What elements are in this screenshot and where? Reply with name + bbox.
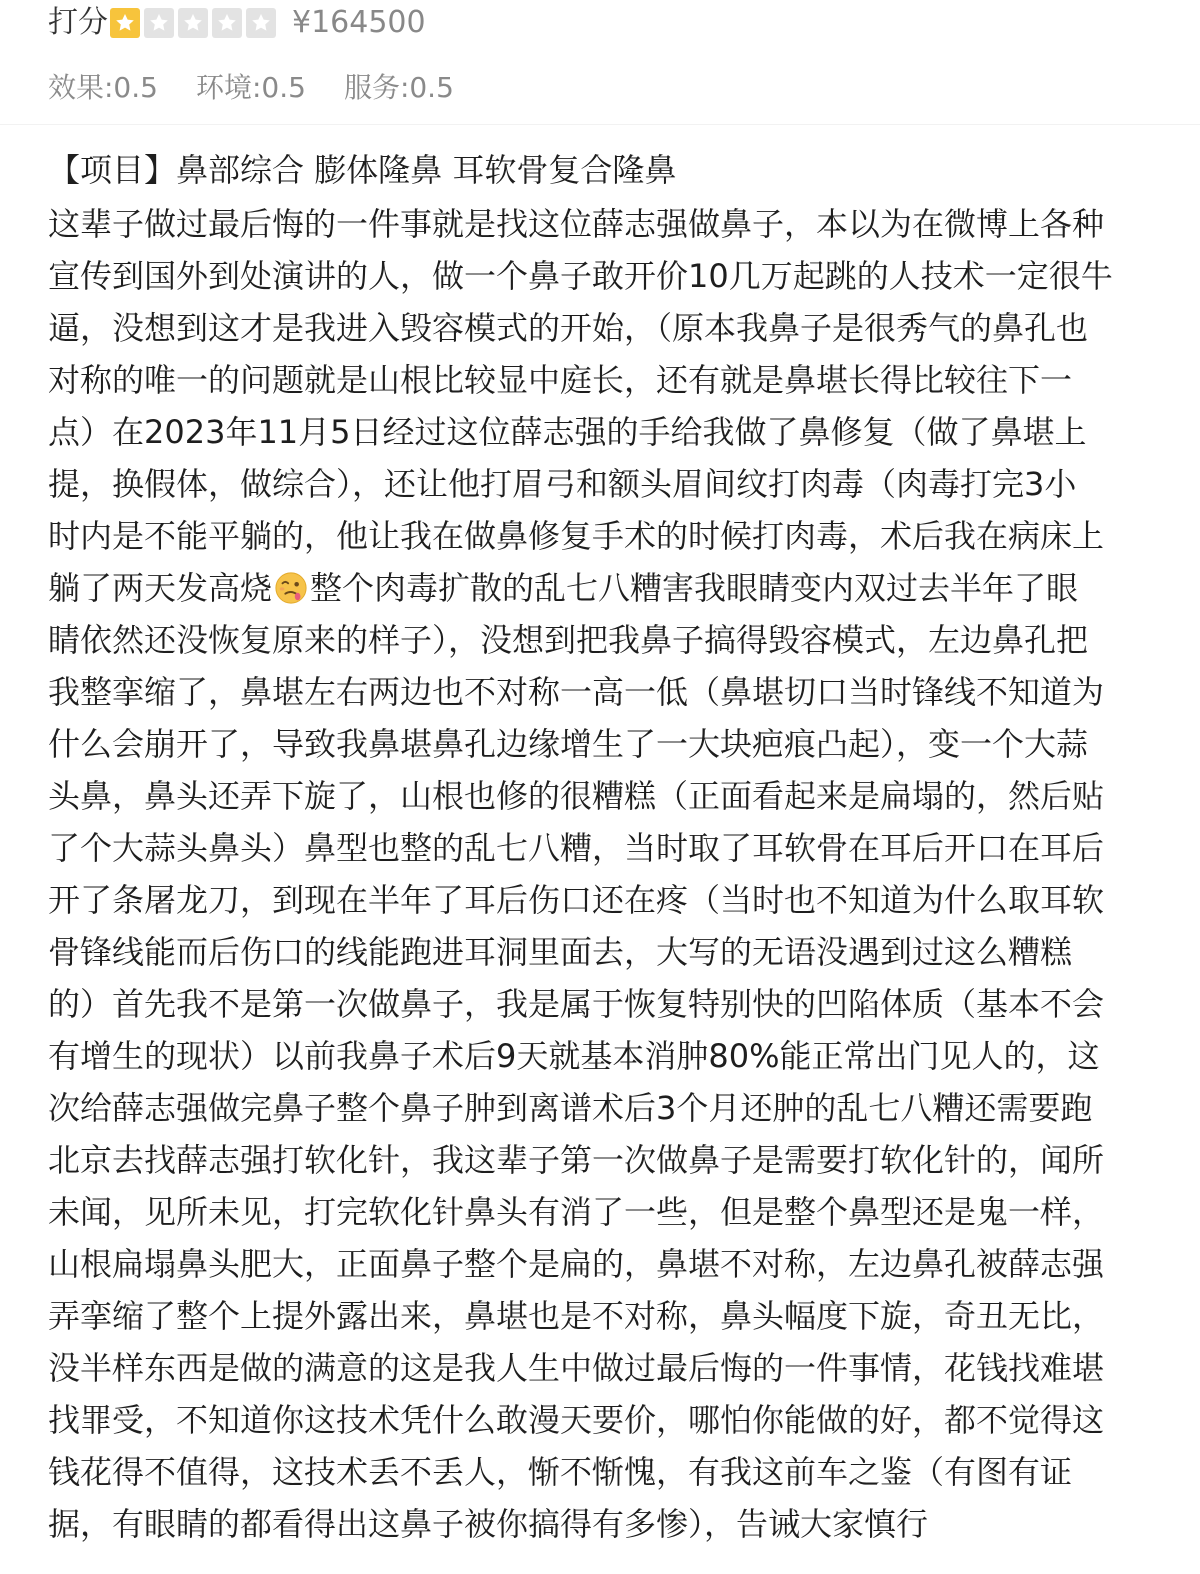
review-line: 据，有眼睛的都看得出这鼻子被你搞得有多惨），告诫大家慎行 [48,1505,929,1543]
rating-label: 打分 [48,5,108,40]
price: ¥164500 [292,5,426,40]
review-line: 什么会崩开了，导致我鼻堪鼻孔边缘增生了一大块疤痕凸起），变一个大蒜 [48,725,1089,763]
review-line: 逼，没想到这才是我进入毁容模式的开始，（原本我鼻子是很秀气的鼻孔也 [48,309,1089,347]
star-empty-icon [178,8,208,38]
project-title: 【项目】鼻部综合 膨体隆鼻 耳软骨复合隆鼻 [48,151,677,189]
review-line: 这辈子做过最后悔的一件事就是找这位薛志强做鼻子，本以为在微博上各种 [48,205,1105,243]
star-empty-icon [144,8,174,38]
score-service: 服务:0.5 [343,71,454,104]
review-line: 时内是不能平躺的，他让我在做鼻修复手术的时候打肉毒，术后我在病床上 [48,517,1105,555]
review-line-with-emoji [48,562,1152,614]
star-rating [110,8,276,38]
review-line: 找罪受，不知道你这技术凭什么敢漫天要价，哪怕你能做的好，都不觉得这 [48,1401,1105,1439]
review-line: 弄挛缩了整个上提外露出来，鼻堪也是不对称，鼻头幅度下旋，奇丑无比， [48,1297,1105,1335]
review-line: 没半样东西是做的满意的这是我人生中做过最后悔的一件事情，花钱找难堪 [48,1349,1105,1387]
star-filled-icon [110,8,140,38]
review-text: 整个肉毒扩散的乱七八糟害我眼睛变内双过去半年了眼 [310,569,1079,607]
review-line: 了个大蒜头鼻头）鼻型也整的乱七八糟，当时取了耳软骨在耳后开口在耳后 [48,829,1105,867]
score-effect: 效果:0.5 [48,71,158,104]
score-environment: 环境:0.5 [195,71,306,104]
review-line: 睛依然还没恢复原来的样子），没想到把我鼻子搞得毁容模式，左边鼻孔把 [48,621,1089,659]
star-empty-icon [246,8,276,38]
review-line: 点）在2023年11月5日经过这位薛志强的手给我做了鼻修复（做了鼻堪上 [48,413,1087,451]
star-empty-icon [212,8,242,38]
review-body [48,198,1152,1550]
review-line: 提，换假体，做综合），还让他打眉弓和额头眉间纹打肉毒（肉毒打完3小 [48,465,1077,503]
review-line: 次给薛志强做完鼻子整个鼻子肿到离谱术后3个月还肿的乱七八糟还需要跑 [48,1089,1093,1127]
review-line: 未闻，见所未见，打完软化针鼻头有消了一些，但是整个鼻型还是鬼一样， [48,1193,1105,1231]
review-line: 北京去找薛志强打软化针，我这辈子第一次做鼻子是需要打软化针的，闻所 [48,1141,1105,1179]
review-text: 躺了两天发高烧 [48,569,273,607]
review-line: 宣传到国外到处演讲的人，做一个鼻子敢开价10几万起跳的人技术一定很牛 [48,257,1113,295]
review-line: 头鼻，鼻头还弄下旋了，山根也修的很糟糕（正面看起来是扁塌的，然后贴 [48,777,1105,815]
divider [0,124,1200,125]
review-header [0,0,1200,124]
review-line: 的）首先我不是第一次做鼻子，我是属于恢复特别快的凹陷体质（基本不会 [48,985,1105,1023]
review-line: 开了条屠龙刀，到现在半年了耳后伤口还在疼（当时也不知道为什么取耳软 [48,881,1105,919]
review-line: 山根扁塌鼻头肥大，正面鼻子整个是扁的，鼻堪不对称，左边鼻孔被薛志强 [48,1245,1105,1283]
review-line: 有增生的现状）以前我鼻子术后9天就基本消肿80%能正常出门见人的，这 [48,1037,1100,1075]
review-line: 对称的唯一的问题就是山根比较显中庭长，还有就是鼻堪长得比较往下一 [48,361,1073,399]
review-line: 钱花得不值得，这技术丢不丢人，惭不惭愧，有我这前车之鉴（有图有证 [48,1453,1073,1491]
review-line: 骨锋线能而后伤口的线能跑进耳洞里面去，大写的无语没遇到过这么糟糕 [48,933,1073,971]
review-line: 我整挛缩了，鼻堪左右两边也不对称一高一低（鼻堪切口当时锋线不知道为 [48,673,1105,711]
sub-scores [48,68,454,108]
sick-face-emoji-icon [274,568,308,602]
rating-row [48,2,426,44]
